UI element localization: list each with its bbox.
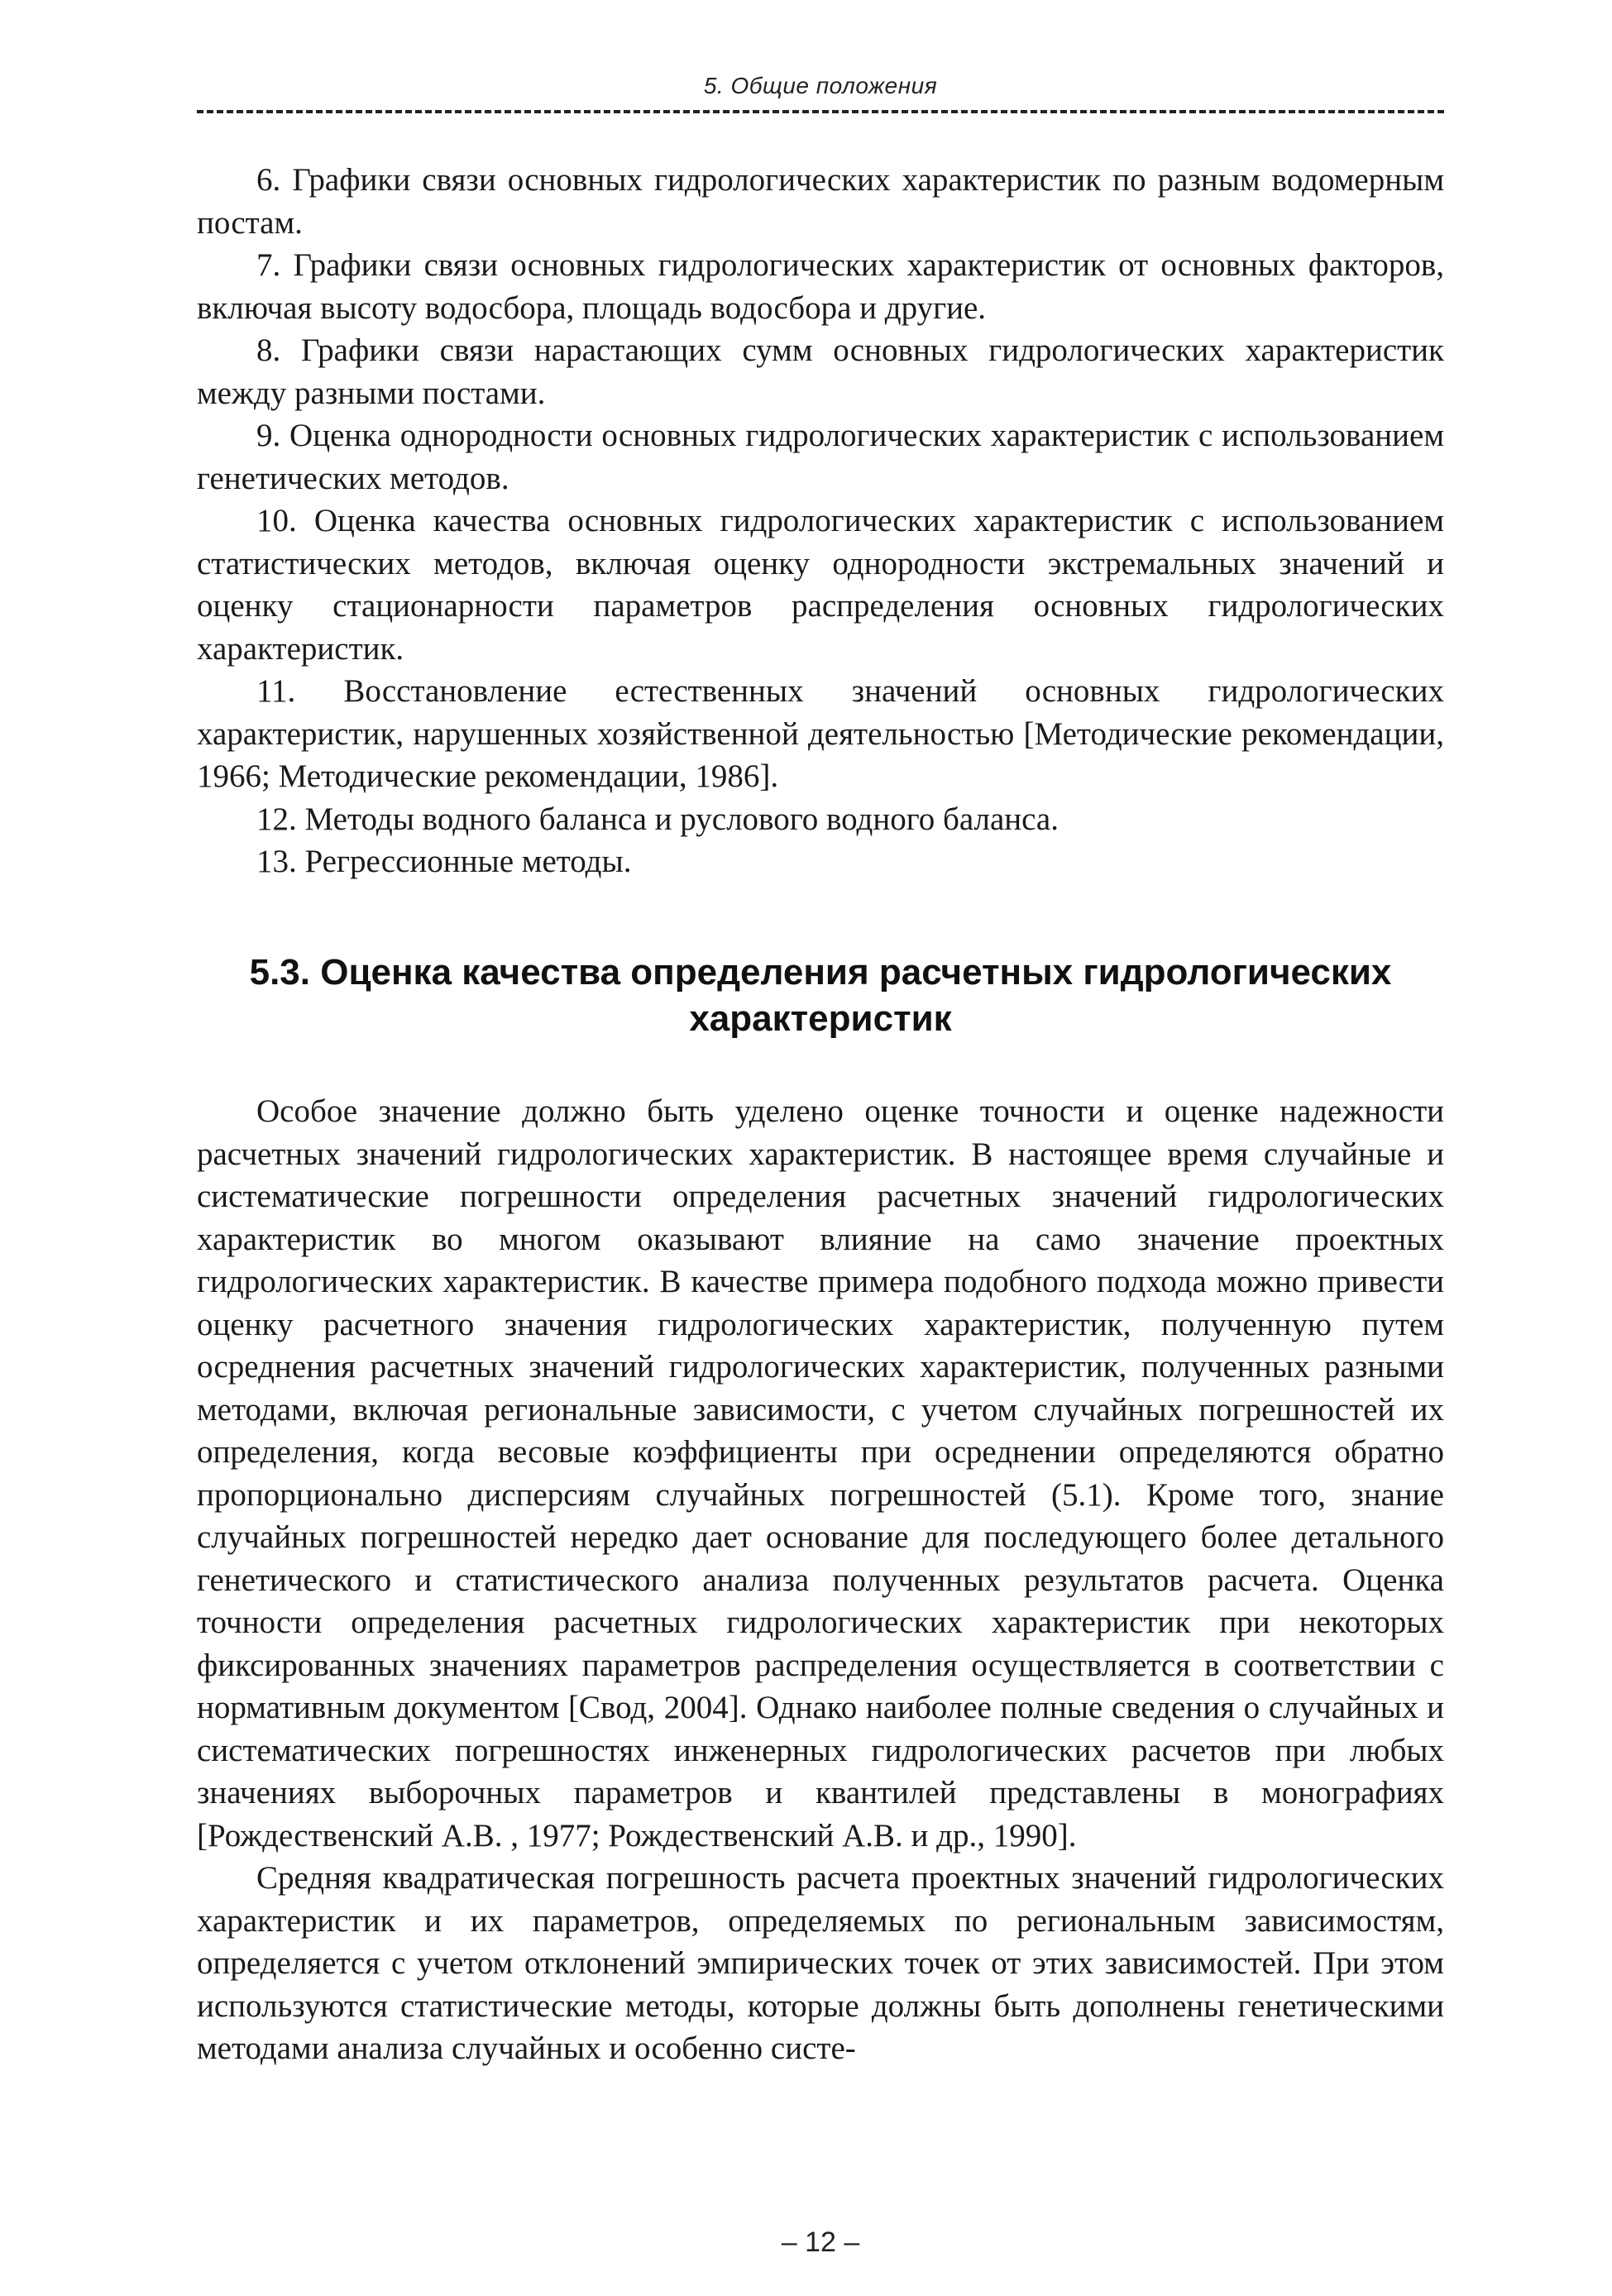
list-item: 12. Методы водного баланса и руслового водного баланса.: [256, 801, 1059, 837]
section-heading-line: характеристик: [689, 998, 952, 1039]
section-body: [197, 1090, 1444, 2070]
list-item: 11. Восстановление естественных значений основных гидрологических характеристик, нарушенных хозяйственной деятельностью [Методические рекомендации, 1966; Методические рекомендации, 1986].: [197, 673, 1444, 794]
running-header: 5. Общие положения: [703, 73, 938, 98]
methods-list: [197, 159, 1444, 883]
list-item: 9. Оценка однородности основных гидрологических характеристик с использованием генетических методов.: [197, 418, 1444, 496]
section-heading: [197, 949, 1444, 1042]
list-item: 7. Графики связи основных гидрологических характеристик от основных факторов, включая высоту водосбора, площадь водосбора и другие.: [197, 247, 1444, 326]
section-heading-line: 5.3. Оценка качества определения расчетных гидрологических: [249, 952, 1392, 993]
page-number: – 12 –: [781, 2227, 860, 2258]
paragraph: Особое значение должно быть уделено оценке точности и оценке надежности расчетных значений гидрологических характеристик. В настоящее время случайные и систематические погрешности определения расчетных значений гидрологических характеристик во многом оказывают влияние на само значение проектных гидрологических характеристик. В качестве примера подобного подхода можно привести оценку расчетного значения гидрологических характеристик, полученную путем осреднения расчетных значений гидрологических характеристик, полученных разными методами, включая региональные зависимости, с учетом случайных погрешностей их определения, когда весовые коэффициенты при осреднении определяются обратно пропорционально дисперсиям случайных погрешностей (5.1). Кроме того, знание случайных погрешностей нередко дает основание для последующего более детального генетического и статистического анализа полученных результатов расчета. Оценка точности определения расчетных гидрологических характеристик при некоторых фиксированных значениях параметров распределения осуществляется в соответствии с нормативным документом [Свод, 2004]. Однако наиболее полные сведения о случайных и систематических погрешностях инженерных гидрологических расчетов при любых значениях выборочных параметров и квантилей представлены в монографиях [Рождественский А.В. , 1977; Рождественский А.В. и др., 1990].: [197, 1093, 1444, 1854]
list-item: 8. Графики связи нарастающих сумм основных гидрологических характеристик между разными постами.: [197, 332, 1444, 411]
header-dashed-rule: [197, 110, 1444, 113]
list-item: 10. Оценка качества основных гидрологических характеристик с использованием статистических методов, включая оценку однородности экстремальных значений и оценку стационарности параметров распределения основных гидрологических характеристик.: [197, 503, 1444, 667]
list-item: 6. Графики связи основных гидрологических характеристик по разным водомерным постам.: [197, 162, 1444, 241]
list-item: 13. Регрессионные методы.: [256, 844, 632, 879]
paragraph: Средняя квадратическая погрешность расчета проектных значений гидрологических характеристик и их параметров, определяемых по региональным зависимостям, определяется с учетом отклонений эмпирических точек от этих зависимостей. При этом используются статистические методы, которые должны быть дополнены генетическими методами анализа случайных и особенно систе-: [197, 1860, 1444, 2066]
document-page: [197, 0, 1444, 2296]
